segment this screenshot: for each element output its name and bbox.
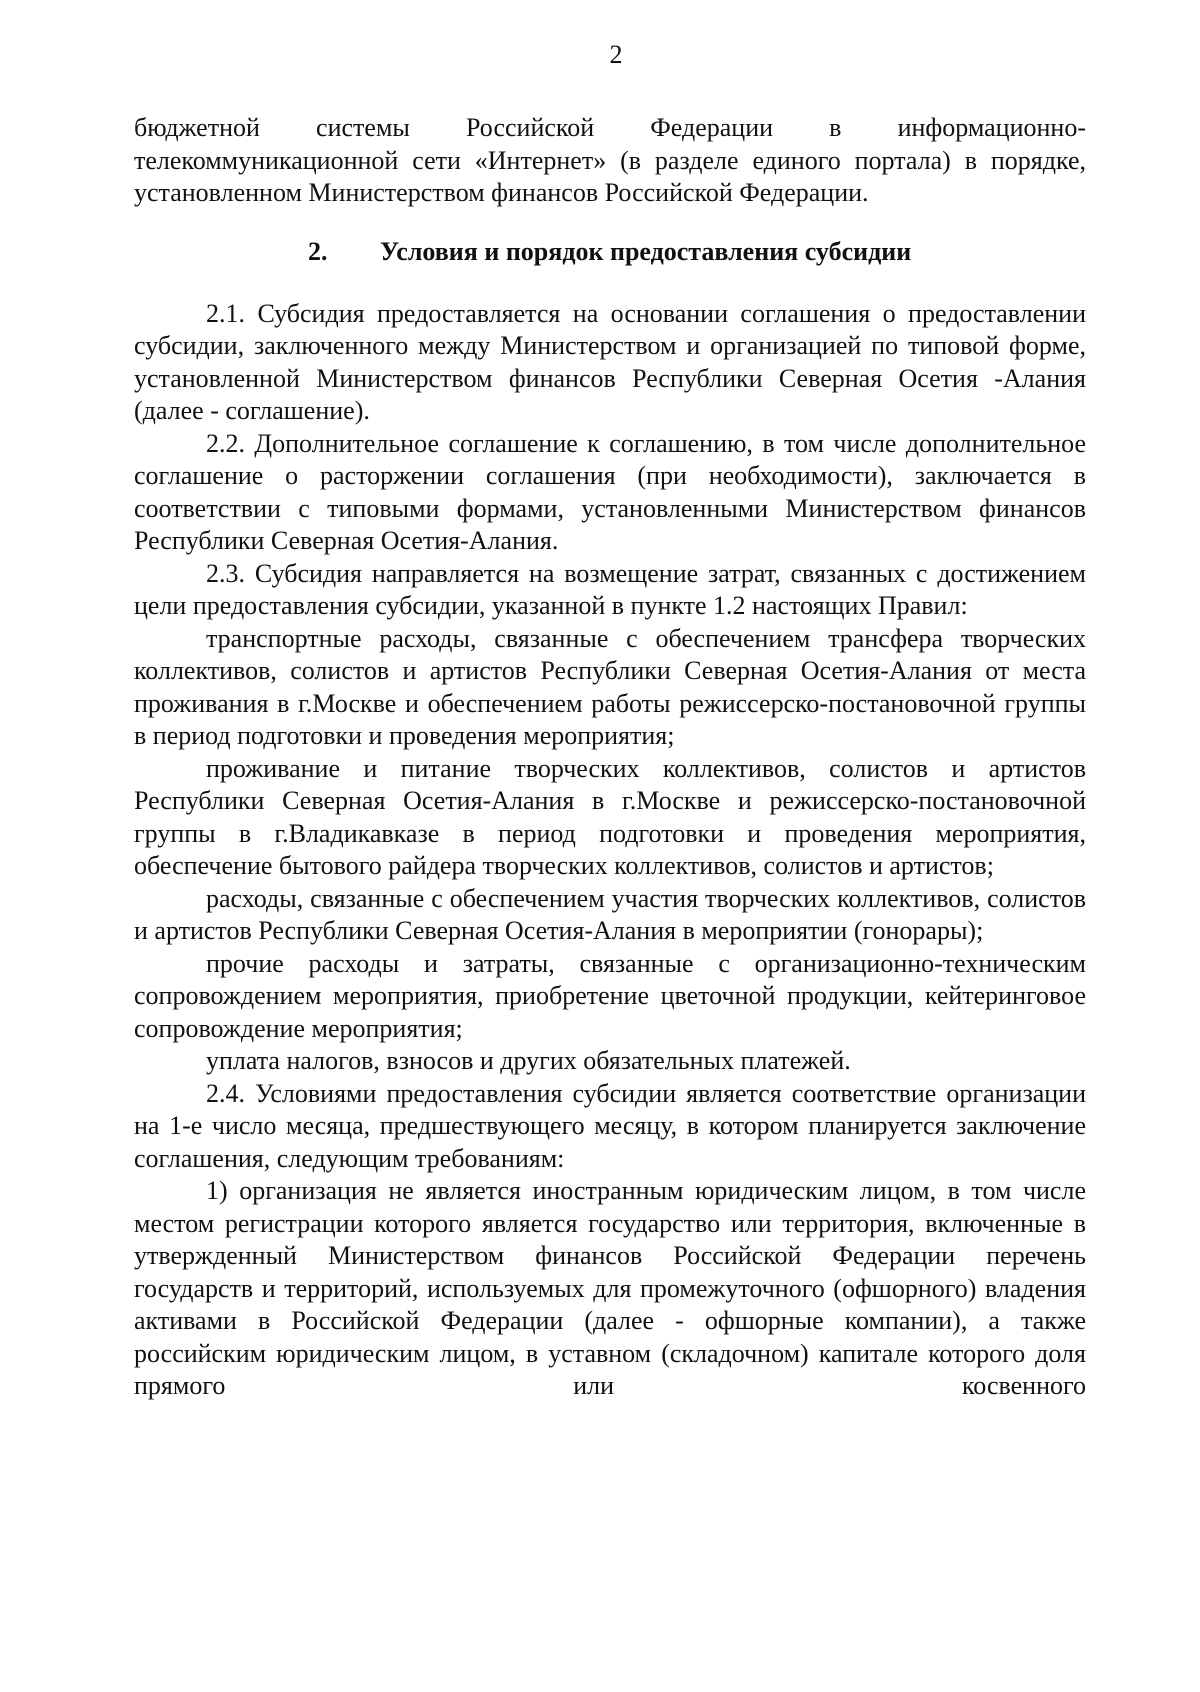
list-item-accommodation: проживание и питание творческих коллективов, солистов и артистов Республики Северная Осетия-Алания в г.Москве и режиссерско-постановочной группы в г.Владикавказе в период подготовки и проведения мероприятия, обеспечение бытового райдера творческих коллективов, солистов и артистов; [134,753,1086,880]
list-item-taxes: уплата налогов, взносов и других обязательных платежей. [206,1046,851,1075]
page-number: 2 [609,40,623,69]
paragraph-2-3: 2.3. Субсидия направляется на возмещение затрат, связанных с достижением цели предоставления субсидии, указанной в пункте 1.2 настоящих Правил: [134,558,1086,620]
section-number: 2. [308,236,328,266]
list-item-fees: расходы, связанные с обеспечением участия творческих коллективов, солистов и артистов Республики Северная Осетия-Алания в мероприятии (гонорары); [134,883,1086,945]
list-item-transport: транспортные расходы, связанные с обеспечением трансфера творческих коллективов, солистов и артистов Республики Северная Осетия-Алания от места проживания в г.Москве и обеспечением работы режиссерско-постановочной группы в период подготовки и проведения мероприятия; [134,623,1086,750]
section-title: Условия и порядок предоставления субсидии [380,236,912,266]
paragraph-2-1: 2.1. Субсидия предоставляется на основании соглашения о предоставлении субсидии, заключенного между Министерством и организацией по типовой форме, установленной Министерством финансов Республики Северная Осетия -Алания (далее - соглашение). [134,298,1086,425]
paragraph-2-4: 2.4. Условиями предоставления субсидии является соответствие организации на 1-е число месяца, предшествующего месяцу, в котором планируется заключение соглашения, следующим требованиям: [134,1078,1086,1173]
list-item-other-expenses: прочие расходы и затраты, связанные с организационно-техническим сопровождением мероприятия, приобретение цветочной продукции, кейтеринговое сопровождение мероприятия; [134,948,1086,1043]
paragraph-2-2: 2.2. Дополнительное соглашение к соглашению, в том числе дополнительное соглашение о расторжении соглашения (при необходимости), заключается в соответствии с типовыми формами, установленными Министерством финансов Республики Северная Осетия-Алания. [134,428,1086,555]
document-body [134,112,1086,1403]
requirement-1: 1) организация не является иностранным юридическим лицом, в том числе местом регистрации которого является государство или территория, включенные в утвержденный Министерством финансов Российской Федерации перечень государств и территорий, используемых для промежуточного (офшорного) владения активами в Российской Федерации (далее - офшорные компании), а также российским юридическим лицом, в уставном (складочном) капитале которого доля прямого или косвенного [134,1176,1086,1400]
section-heading [134,236,1086,268]
intro-paragraph: бюджетной системы Российской Федерации в информационно-телекоммуникационной сети «Интернет» (в разделе единого портала) в порядке, установленном Министерством финансов Российской Федерации. [134,113,1086,207]
document-page [134,40,1086,1680]
